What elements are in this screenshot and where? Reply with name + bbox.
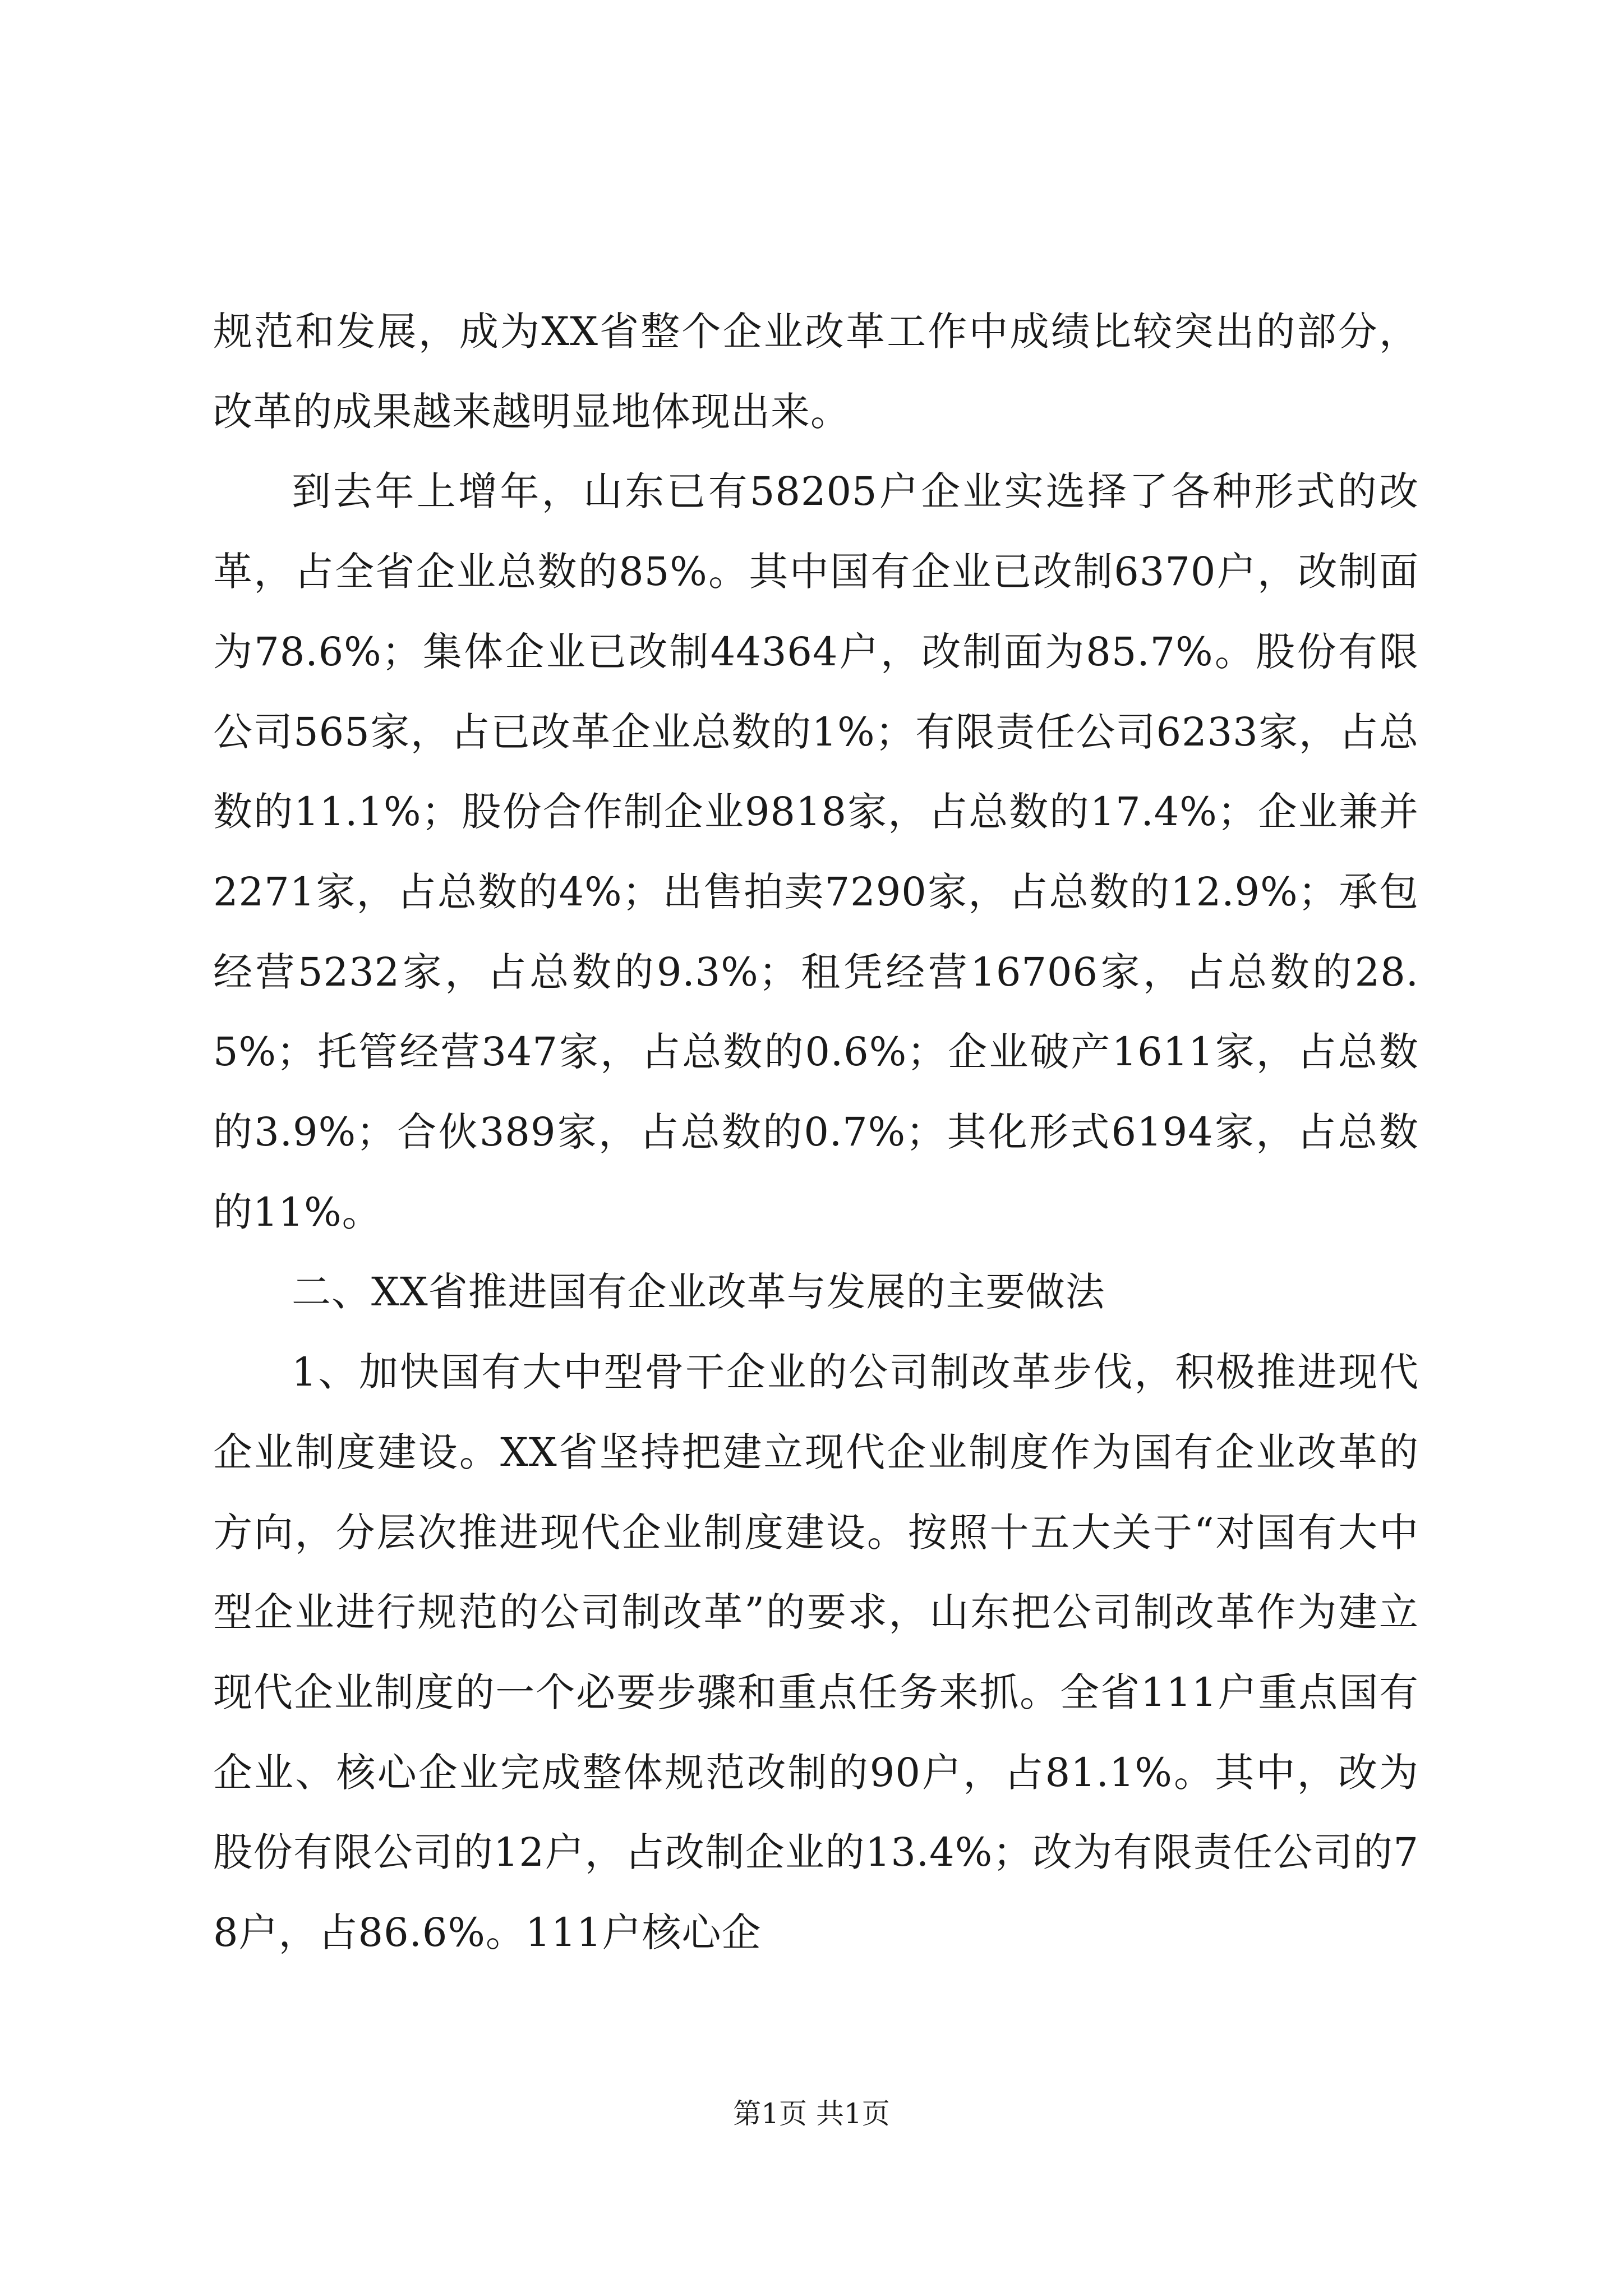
paragraph-3: 1、加快国有大中型骨干企业的公司制改革步伐，积极推进现代企业制度建设。XX省坚持把建立现代企业制度作为国有企业改革的方向，分层次推进现代企业制度建设。按照十五大关于“对国有大中型企业进行规范的公司制改革”的要求，山东把公司制改革作为建立现代企业制度的一个必要步骤和重点任务来抓。全省111户重点国有企业、核心企业完成整体规范改制的90户，占81.1%。其中，改为股份有限公司的12户，占改制企业的13.4%；改为有限责任公司的78户，占86.6%。111户核心企 xyxy=(213,1349,1419,1956)
body-text xyxy=(213,292,1419,1973)
section-heading: 二、XX省推进国有企业改革与发展的主要做法 xyxy=(292,1269,1105,1315)
paragraph-2: 到去年上增年，山东已有58205户企业实选择了各种形式的改革，占全省企业总数的85%。其中国有企业已改制6370户，改制面为78.6%；集体企业已改制44364户，改制面为85.7%。股份有限公司565家，占已改革企业总数的1%；有限责任公司6233家，占总数的11.1%；股份合作制企业9818家，占总数的17.4%；企业兼并2271家，占总数的4%；出售拍卖7290家，占总数的12.9%；承包经营5232家，占总数的9.3%；租凭经营16706家，占总数的28.5%；托管经营347家，占总数的0.6%；企业破产1611家，占总数的3.9%；合伙389家，占总数的0.7%；其化形式6194家，占总数的11%。 xyxy=(213,468,1419,1235)
page-footer: 第1页 共1页 xyxy=(733,2097,890,2130)
paragraph-1: 规范和发展，成为XX省整个企业改革工作中成绩比较突出的部分，改革的成果越来越明显地体现出来。 xyxy=(213,309,1419,435)
